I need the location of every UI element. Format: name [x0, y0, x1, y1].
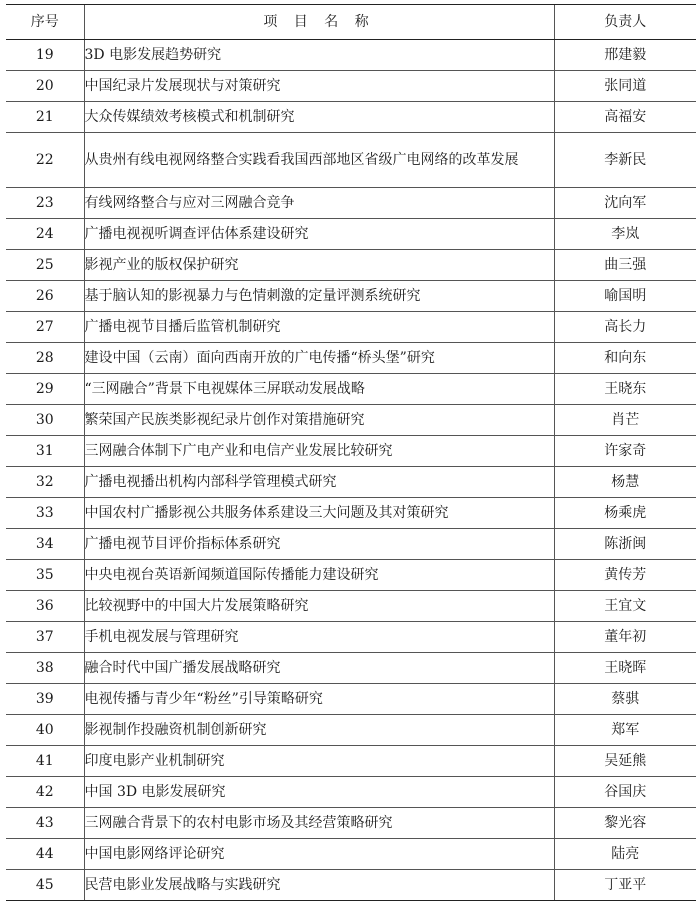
table-row [6, 250, 696, 281]
project-name: 广播电视节目评价指标体系研究 [84, 529, 554, 560]
table-row [6, 529, 696, 560]
row-number: 41 [6, 746, 84, 777]
header-owner: 负责人 [554, 5, 696, 40]
project-table [6, 4, 696, 901]
project-name: 融合时代中国广播发展战略研究 [84, 653, 554, 684]
table-row [6, 715, 696, 746]
project-owner: 丁亚平 [554, 870, 696, 901]
table-row [6, 405, 696, 436]
project-name: 建设中国（云南）面向西南开放的广电传播“桥头堡”研究 [84, 343, 554, 374]
row-number: 36 [6, 591, 84, 622]
row-number: 29 [6, 374, 84, 405]
row-number: 31 [6, 436, 84, 467]
row-number: 22 [6, 133, 84, 188]
row-number: 39 [6, 684, 84, 715]
project-name: 三网融合体制下广电产业和电信产业发展比较研究 [84, 436, 554, 467]
row-number: 45 [6, 870, 84, 901]
project-owner: 高长力 [554, 312, 696, 343]
project-owner: 陈浙闽 [554, 529, 696, 560]
project-name: 比较视野中的中国大片发展策略研究 [84, 591, 554, 622]
project-name: 中国 3D 电影发展研究 [84, 777, 554, 808]
row-number: 37 [6, 622, 84, 653]
row-number: 38 [6, 653, 84, 684]
row-number: 44 [6, 839, 84, 870]
table-row [6, 219, 696, 250]
project-owner: 董年初 [554, 622, 696, 653]
project-name: 民营电影业发展战略与实践研究 [84, 870, 554, 901]
row-number: 30 [6, 405, 84, 436]
table-row [6, 467, 696, 498]
project-name: 中国电影网络评论研究 [84, 839, 554, 870]
table-row [6, 40, 696, 71]
table-row [6, 71, 696, 102]
project-owner: 李岚 [554, 219, 696, 250]
project-owner: 曲三强 [554, 250, 696, 281]
row-number: 19 [6, 40, 84, 71]
row-number: 28 [6, 343, 84, 374]
header-row [6, 5, 696, 40]
row-number: 35 [6, 560, 84, 591]
project-name: 有线网络整合与应对三网融合竞争 [84, 188, 554, 219]
project-owner: 许家奇 [554, 436, 696, 467]
project-name: 广播电视节目播后监管机制研究 [84, 312, 554, 343]
header-name: 项 目 名 称 [84, 5, 554, 40]
row-number: 33 [6, 498, 84, 529]
project-name: 影视产业的版权保护研究 [84, 250, 554, 281]
row-number: 25 [6, 250, 84, 281]
table-row [6, 808, 696, 839]
project-name: 广播电视视听调查评估体系建设研究 [84, 219, 554, 250]
table-row [6, 684, 696, 715]
project-owner: 陆亮 [554, 839, 696, 870]
project-name: 繁荣国产民族类影视纪录片创作对策措施研究 [84, 405, 554, 436]
table-row [6, 102, 696, 133]
table-row [6, 312, 696, 343]
project-owner: 王晓东 [554, 374, 696, 405]
row-number: 43 [6, 808, 84, 839]
project-owner: 谷国庆 [554, 777, 696, 808]
table-row [6, 343, 696, 374]
table-row [6, 653, 696, 684]
project-name: 广播电视播出机构内部科学管理模式研究 [84, 467, 554, 498]
project-owner: 和向东 [554, 343, 696, 374]
project-name: 中央电视台英语新闻频道国际传播能力建设研究 [84, 560, 554, 591]
project-owner: 肖芒 [554, 405, 696, 436]
project-owner: 杨乘虎 [554, 498, 696, 529]
row-number: 42 [6, 777, 84, 808]
table-row [6, 281, 696, 312]
project-owner: 喻国明 [554, 281, 696, 312]
project-owner: 邢建毅 [554, 40, 696, 71]
row-number: 40 [6, 715, 84, 746]
project-owner: 王晓晖 [554, 653, 696, 684]
project-name: 影视制作投融资机制创新研究 [84, 715, 554, 746]
table-body [6, 40, 696, 901]
project-owner: 张同道 [554, 71, 696, 102]
table-row [6, 746, 696, 777]
project-name: “三网融合”背景下电视媒体三屏联动发展战略 [84, 374, 554, 405]
table-row [6, 498, 696, 529]
project-name: 手机电视发展与管理研究 [84, 622, 554, 653]
project-owner: 高福安 [554, 102, 696, 133]
table-row [6, 777, 696, 808]
table-row [6, 622, 696, 653]
row-number: 32 [6, 467, 84, 498]
table-row [6, 436, 696, 467]
project-owner: 郑军 [554, 715, 696, 746]
row-number: 27 [6, 312, 84, 343]
project-owner: 杨慧 [554, 467, 696, 498]
project-owner: 黎光容 [554, 808, 696, 839]
project-owner: 黄传芳 [554, 560, 696, 591]
table-row [6, 560, 696, 591]
table-row [6, 188, 696, 219]
project-name: 电视传播与青少年“粉丝”引导策略研究 [84, 684, 554, 715]
project-owner: 沈向军 [554, 188, 696, 219]
row-number: 34 [6, 529, 84, 560]
table-row [6, 374, 696, 405]
project-owner: 李新民 [554, 133, 696, 188]
table-header [6, 5, 696, 40]
project-name: 大众传媒绩效考核模式和机制研究 [84, 102, 554, 133]
project-name: 中国纪录片发展现状与对策研究 [84, 71, 554, 102]
row-number: 23 [6, 188, 84, 219]
project-name: 3D 电影发展趋势研究 [84, 40, 554, 71]
table-row [6, 133, 696, 188]
header-no: 序号 [6, 5, 84, 40]
table-row [6, 839, 696, 870]
project-owner: 蔡骐 [554, 684, 696, 715]
project-name: 印度电影产业机制研究 [84, 746, 554, 777]
project-owner: 王宜文 [554, 591, 696, 622]
project-name: 中国农村广播影视公共服务体系建设三大问题及其对策研究 [84, 498, 554, 529]
table-row [6, 591, 696, 622]
table-row [6, 870, 696, 901]
row-number: 20 [6, 71, 84, 102]
row-number: 21 [6, 102, 84, 133]
project-name: 三网融合背景下的农村电影市场及其经营策略研究 [84, 808, 554, 839]
row-number: 26 [6, 281, 84, 312]
row-number: 24 [6, 219, 84, 250]
project-name: 从贵州有线电视网络整合实践看我国西部地区省级广电网络的改革发展 [84, 133, 554, 188]
project-owner: 吴延熊 [554, 746, 696, 777]
project-name: 基于脑认知的影视暴力与色情刺激的定量评测系统研究 [84, 281, 554, 312]
